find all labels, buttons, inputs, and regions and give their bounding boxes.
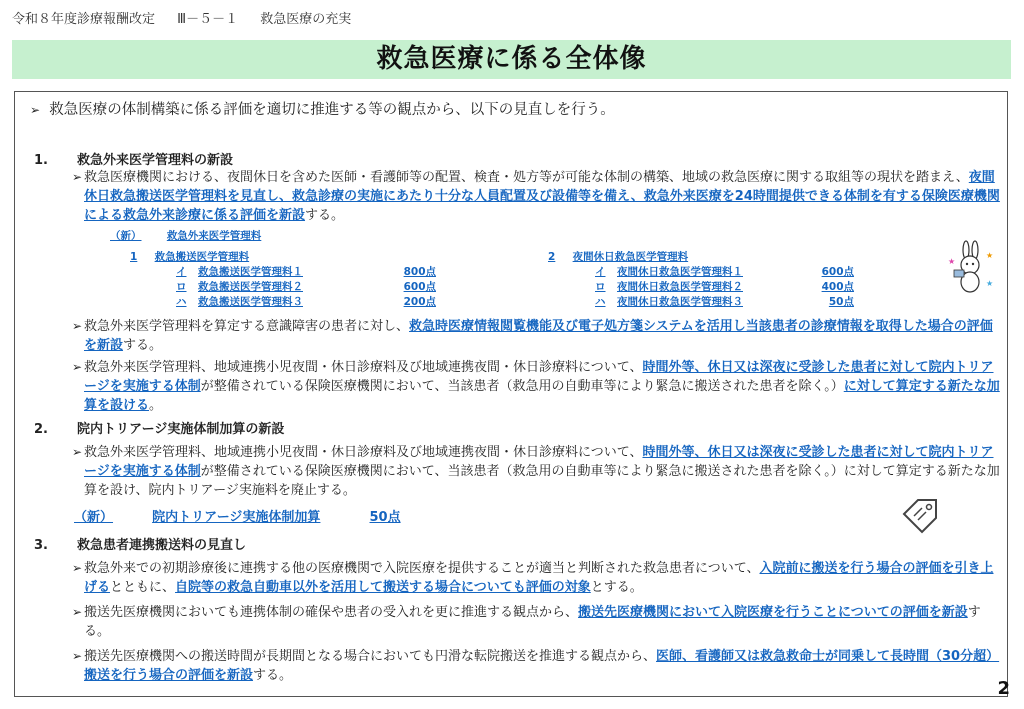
section1-bullet-1 <box>72 168 1004 225</box>
group-name: 救急搬送医学管理料 <box>154 251 250 263</box>
section1-bullet-2 <box>72 317 1004 355</box>
svg-text:★: ★ <box>986 279 994 288</box>
bullet-text: する。 <box>123 338 163 353</box>
fee-item-points: 800点 <box>403 266 436 278</box>
breadcrumb-code: Ⅲ－５－１ <box>177 12 239 27</box>
fee-item-name: 救急搬送医学管理料１ <box>198 266 303 278</box>
right-group-title <box>548 250 688 265</box>
page-title: 救急医療に係る全体像 <box>376 44 647 74</box>
fee-item-points: 50点 <box>828 296 854 308</box>
section3-bullet-2 <box>72 603 1004 641</box>
section1-number: 1. <box>34 153 48 168</box>
section1-bullet-3 <box>72 358 1004 415</box>
bullet-text: 搬送先医療機関への搬送時間が長期間となる場合においても円滑な転院搬送を推進する観点から、 <box>84 649 657 664</box>
section3-bullet-3 <box>72 647 1004 685</box>
fee-item-points: 600点 <box>821 266 854 278</box>
svg-text:★: ★ <box>948 257 956 266</box>
new-tag: （新） <box>74 510 114 525</box>
bullet-text: が整備されている保険医療機関において、当該患者（救急用の自動車等により緊急に搬送された患者を除く。） <box>200 379 844 394</box>
section2-title: 院内トリアージ実施体制加算の新設 <box>77 422 285 437</box>
bullet-text: する。 <box>253 668 293 683</box>
bullet-text: 救急外来医学管理料、地域連携小児夜間・休日診療料及び地域連携夜間・休日診療料について、 <box>84 360 643 375</box>
new-tag: （新） <box>110 230 142 242</box>
section2-bullet-1 <box>72 443 1004 500</box>
section1-title: 救急外来医学管理料の新設 <box>77 153 234 168</box>
section2-number: 2. <box>34 422 48 437</box>
arrow-bullet-icon: ➢ <box>30 103 41 117</box>
fee-item-name: 救急搬送医学管理料２ <box>198 281 303 293</box>
fee-item-name: 夜間休日救急医学管理料２ <box>617 281 743 293</box>
breadcrumb-revision: 令和８年度診療報酬改定 <box>12 12 156 27</box>
page-number: 2 <box>997 678 1010 699</box>
fee-item-mark: ロ <box>595 281 606 293</box>
fee-item-mark: ハ <box>176 296 187 308</box>
bullet-text: 。 <box>149 398 163 413</box>
bullet-highlight: 搬送先医療機関において入院医療を行うことについての評価を新設 <box>578 605 968 620</box>
breadcrumb <box>12 8 351 27</box>
arrow-bullet-icon: ➢ <box>72 649 83 663</box>
bullet-highlight: 医師、看護師又は救急救命士が同乗して長時間（30分超）搬送を行う場合の評価を新設 <box>84 649 1000 683</box>
intro-line <box>30 100 615 120</box>
bullet-highlight: に対して算定する新たな加算を設ける <box>84 379 1000 413</box>
section2-fee-line <box>74 509 401 527</box>
group-number: 2 <box>548 251 556 263</box>
arrow-bullet-icon: ➢ <box>72 319 83 333</box>
fee-name: 院内トリアージ実施体制加算 <box>152 510 321 525</box>
bullet-highlight: 時間外等、休日又は深夜に受診した患者に対して院内トリアージを実施する体制 <box>84 360 994 394</box>
bullet-highlight: 自院等の救急自動車以外を活用して搬送する場合についても評価の対象 <box>175 580 591 595</box>
fee-points: 50点 <box>369 510 401 525</box>
group-name: 夜間休日救急医学管理料 <box>572 251 689 263</box>
arrow-bullet-icon: ➢ <box>72 605 83 619</box>
left-group-title <box>130 250 249 265</box>
new-fee-label <box>110 229 261 244</box>
bullet-highlight: 入院前に搬送を行う場合の評価を引き上げる <box>84 561 994 595</box>
rabbit-mascot-icon <box>942 240 998 296</box>
bullet-text: 救急医療機関における、夜間休日を含めた医師・看護師等の配置、検査・処方等が可能な体制の構築、地域の救急医療に関する取組等の現状を踏まえ、 <box>84 170 969 185</box>
fee-item-points: 600点 <box>403 281 436 293</box>
price-tag-icon <box>898 494 942 538</box>
intro-text: 救急医療の体制構築に係る評価を適切に推進する等の観点から、以下の見直しを行う。 <box>49 102 615 118</box>
title-bar <box>12 40 1011 79</box>
bullet-text: 搬送先医療機関においても連携体制の確保や患者の受入れを更に推進する観点から、 <box>84 605 579 620</box>
fee-item-points: 200点 <box>403 296 436 308</box>
section3-number: 3. <box>34 538 48 553</box>
section2-heading <box>34 421 284 439</box>
section3-title: 救急患者連携搬送料の見直し <box>77 538 247 553</box>
bullet-highlight: 救急時医療情報閲覧機能及び電子処方箋システムを活用し当該患者の診療情報を取得した場合の評価を新設 <box>84 319 993 353</box>
arrow-bullet-icon: ➢ <box>72 561 83 575</box>
bullet-text: が整備されている保険医療機関において、当該患者（救急用の自動車等により緊急に搬送された患者を除く。）に対して算定する新たな加算を設け、院内トリアージ実施料を廃止する。 <box>84 464 1000 498</box>
bullet-highlight: 夜間休日救急搬送医学管理料を見直し、救急診療の実施にあたり十分な人員配置及び設備等を備え、救急外来医療を24時間提供できる体制を有する保険医療機関による救急外来診療に係る評価を新設 <box>84 170 1000 223</box>
svg-text:★: ★ <box>986 251 994 260</box>
arrow-bullet-icon: ➢ <box>72 445 83 459</box>
fee-item-name: 救急搬送医学管理料３ <box>198 296 303 308</box>
bullet-text: 救急外来医学管理料を算定する意識障害の患者に対し、 <box>84 319 410 334</box>
arrow-bullet-icon: ➢ <box>72 170 83 184</box>
bullet-text: する。 <box>84 605 981 639</box>
bullet-text: とともに、 <box>110 580 176 595</box>
section3-bullet-1 <box>72 559 1004 597</box>
fee-item-mark: ロ <box>176 281 187 293</box>
fee-item-mark: ハ <box>595 296 606 308</box>
fee-item-mark: イ <box>595 266 606 278</box>
fee-item-name: 夜間休日救急医学管理料１ <box>617 266 743 278</box>
arrow-bullet-icon: ➢ <box>72 360 83 374</box>
fee-name: 救急外来医学管理料 <box>166 230 262 242</box>
bullet-text: 救急外来での初期診療後に連携する他の医療機関で入院医療を提供することが適当と判断された救急患者について、 <box>84 561 760 576</box>
section3-heading <box>34 537 246 555</box>
group-number: 1 <box>130 251 138 263</box>
bullet-text: する。 <box>305 208 345 223</box>
fee-item-name: 夜間休日救急医学管理料３ <box>617 296 743 308</box>
bullet-text: とする。 <box>590 580 643 595</box>
fee-item-mark: イ <box>176 266 187 278</box>
breadcrumb-topic: 救急医療の充実 <box>260 12 352 27</box>
bullet-highlight: 時間外等、休日又は深夜に受診した患者に対して院内トリアージを実施する体制 <box>84 445 994 479</box>
fee-item-points: 400点 <box>821 281 854 293</box>
bullet-text: 救急外来医学管理料、地域連携小児夜間・休日診療料及び地域連携夜間・休日診療料について、 <box>84 445 643 460</box>
